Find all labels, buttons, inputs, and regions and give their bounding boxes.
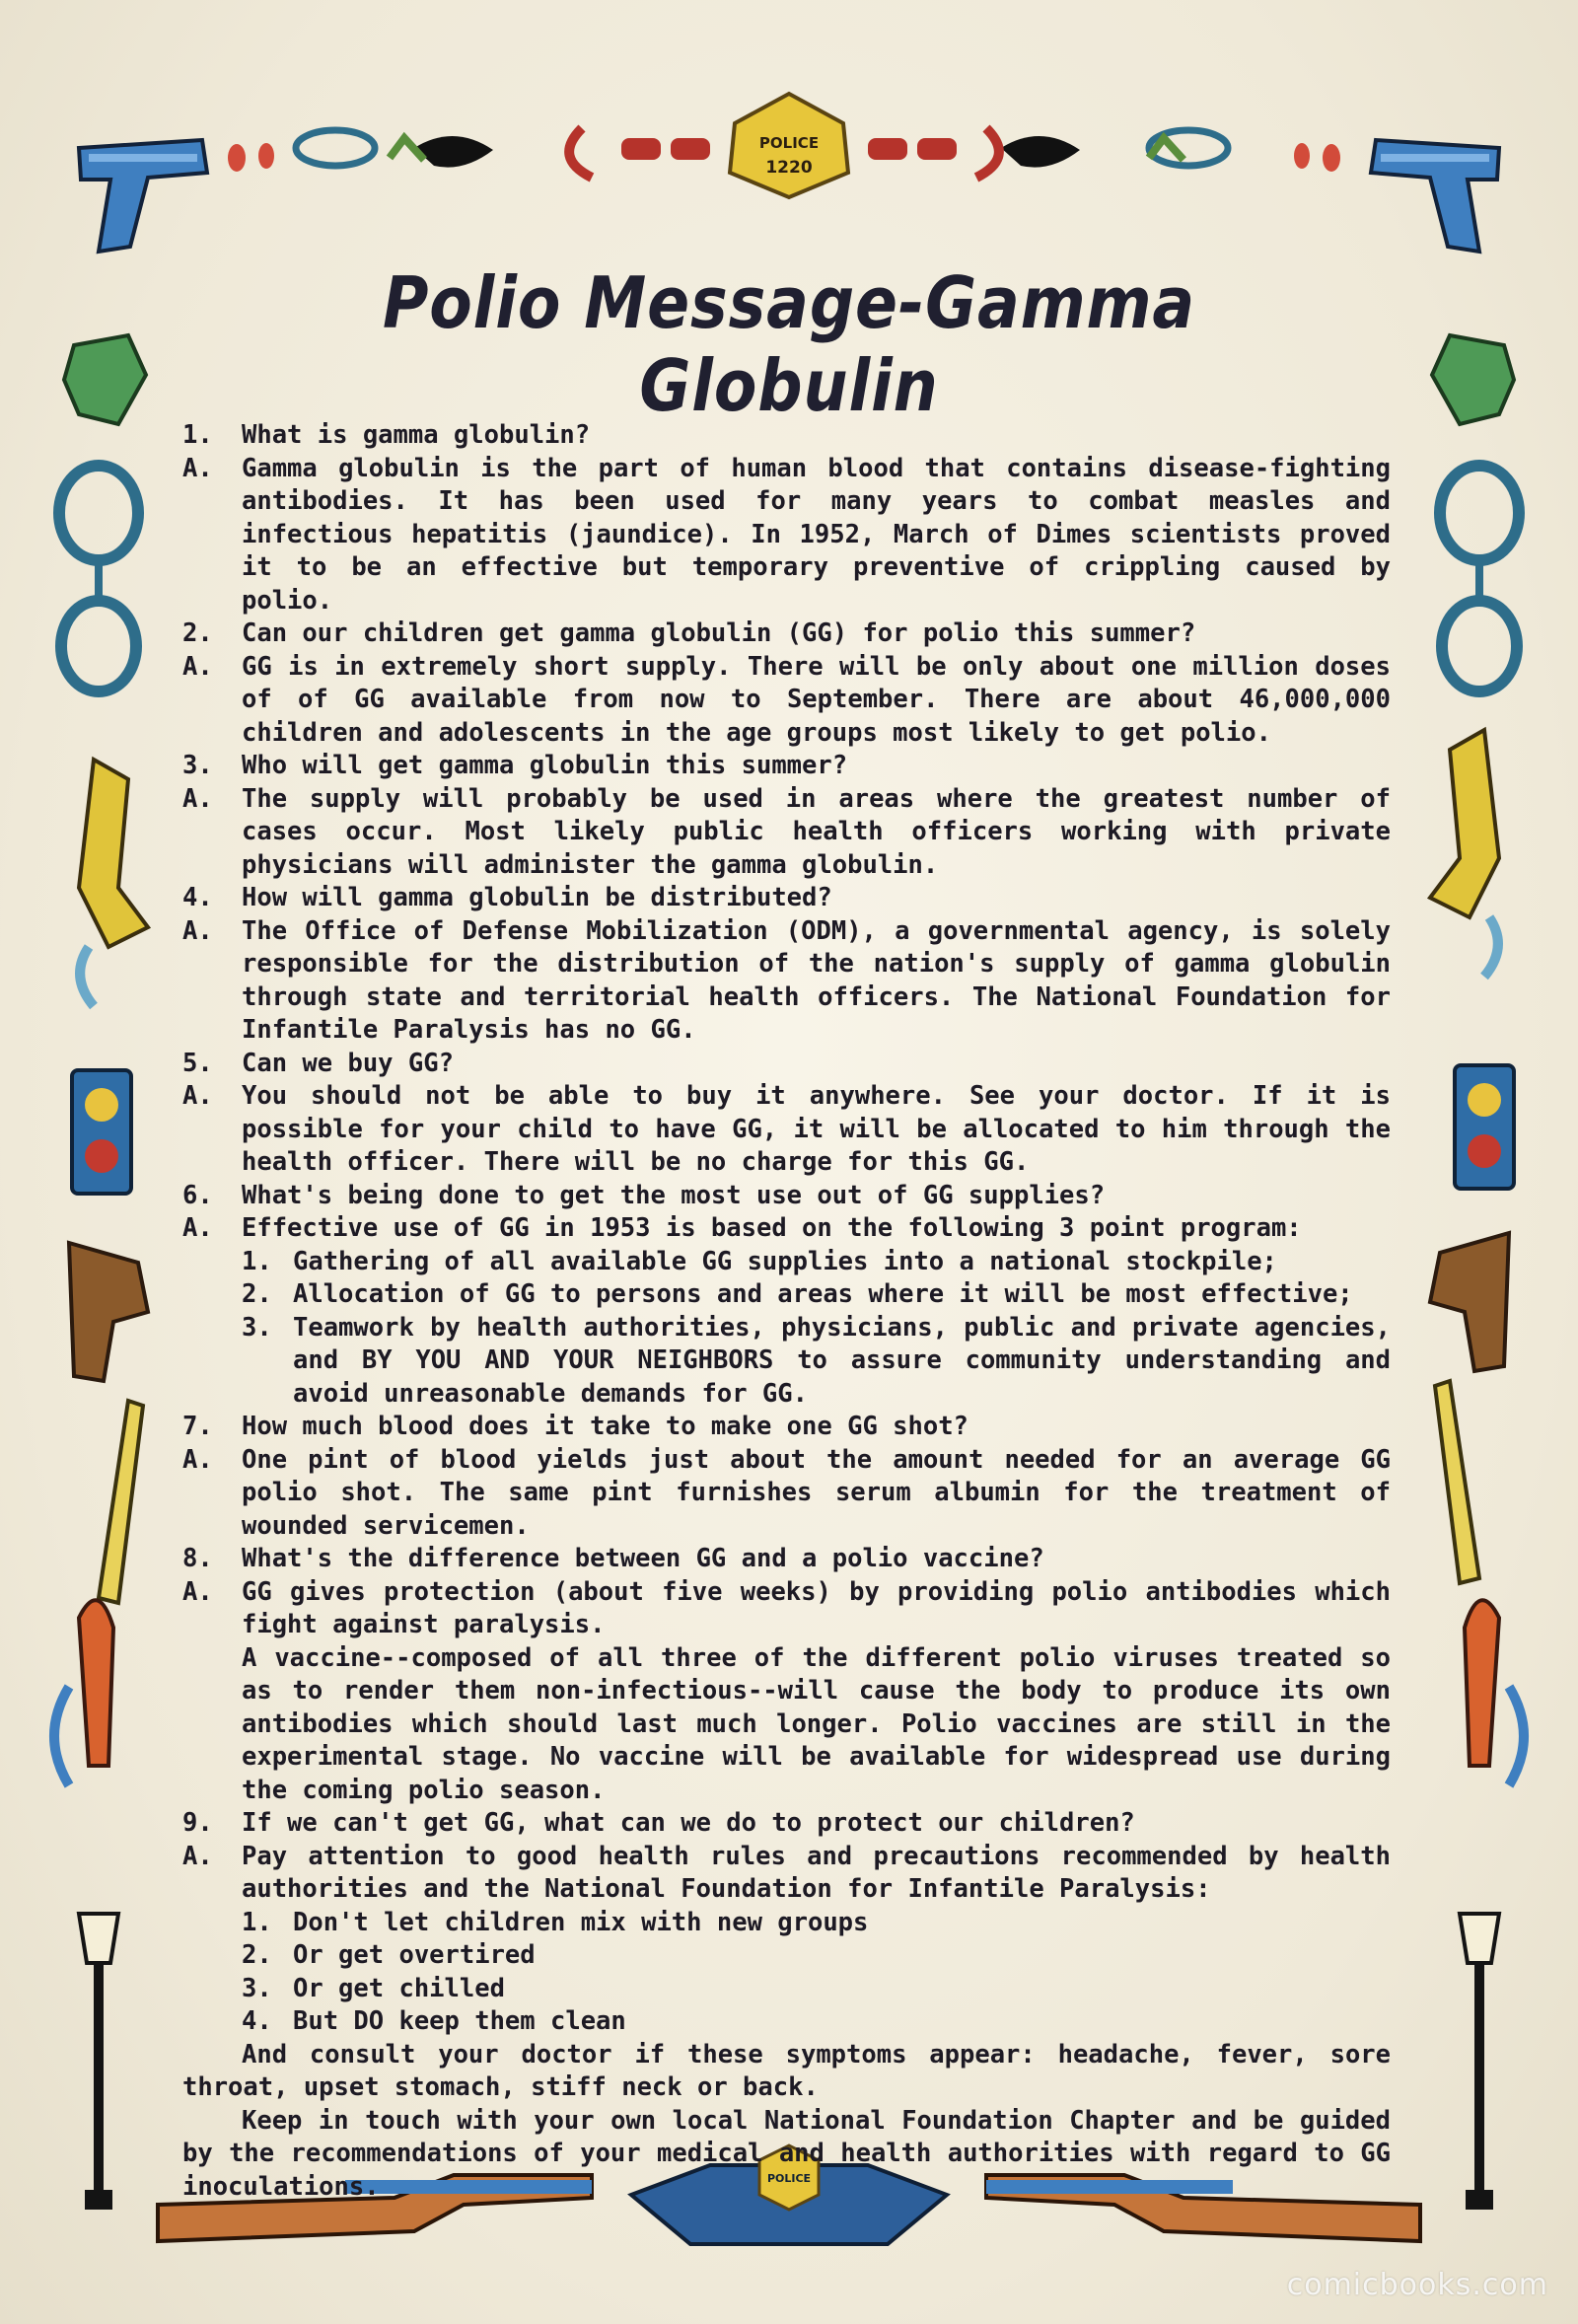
- pistol-icon: [1371, 140, 1499, 252]
- question-text: What's the difference between GG and a polio vaccine?: [242, 1544, 1044, 1573]
- question-row: [182, 1411, 1391, 1444]
- question-text: Can our children get gamma globulin (GG) for polio this summer?: [242, 618, 1196, 648]
- answer-marker: A.: [182, 1444, 213, 1475]
- answer-row: [182, 783, 1391, 883]
- list-number: 3.: [242, 1312, 272, 1343]
- qa-item: [182, 1543, 1391, 1807]
- answer-row: [182, 1841, 1391, 1907]
- shield-badge-icon: [1432, 335, 1514, 424]
- watermark: comicbooks.com: [1286, 2268, 1548, 2302]
- answer-row: [182, 651, 1391, 751]
- qa-item: [182, 750, 1391, 882]
- question-number: 9.: [182, 1808, 213, 1838]
- police-badge-icon: [730, 94, 848, 197]
- question-text: How will gamma globulin be distributed?: [242, 883, 832, 912]
- badge-number-text: 1220: [765, 158, 813, 178]
- answer-row: [182, 453, 1391, 618]
- list-number: 3.: [242, 1973, 272, 2003]
- answer-text: One pint of blood yields just about the amount needed for an average GG polio shot. The same pint furnishes serum albumin for the treatment of wounded servicemen.: [242, 1444, 1391, 1541]
- answer-row: [182, 915, 1391, 1048]
- answer-marker: A.: [182, 1841, 213, 1871]
- qa-item: [182, 419, 1391, 617]
- billy-club-icon: [54, 1401, 143, 1785]
- question-text: What is gamma globulin?: [242, 420, 591, 450]
- answer-list-item: [182, 1939, 1391, 1973]
- closing-paragraph: And consult your doctor if these symptoms appear: headache, fever, sore throat, upset stomach, stiff neck or back.: [182, 2039, 1391, 2102]
- answer-row: [182, 1212, 1391, 1246]
- street-lamp-icon: [1460, 1914, 1499, 2210]
- question-row: [182, 617, 1391, 651]
- answer-marker: A.: [182, 915, 213, 946]
- answer-list-item: [182, 1246, 1391, 1279]
- list-text: Don't let children mix with new groups: [293, 1907, 869, 1937]
- answer-text: Effective use of GG in 1953 is based on the following 3 point program:: [242, 1213, 1302, 1243]
- list-number: 1.: [242, 1907, 272, 1937]
- answer-marker: A.: [182, 1081, 213, 1111]
- closing-paragraph: Keep in touch with your own local National Foundation Chapter and be guided by the recommendations of your medical and health authorities with regard to GG inoculations.: [182, 2105, 1391, 2202]
- answer-marker: A.: [182, 453, 213, 483]
- list-number: 4.: [242, 2006, 272, 2036]
- question-row: [182, 750, 1391, 783]
- traffic-light-icon: [1455, 1065, 1514, 1189]
- list-text: Gathering of all available GG supplies into a national stockpile;: [293, 1246, 1277, 1276]
- pistol-icon: [69, 1243, 148, 1381]
- billy-club-icon: [1435, 1381, 1524, 1785]
- answer-list-item: [182, 2005, 1391, 2039]
- question-number: 2.: [182, 618, 213, 648]
- pistol-icon: [79, 140, 207, 252]
- answer-text: GG is in extremely short supply. There will be only about one million doses of of GG available from now to September. There are about 46,000,000 children and adolescents in the age groups most likely to get polio.: [242, 651, 1391, 748]
- question-row: [182, 1807, 1391, 1841]
- badge-top-text: POLICE: [758, 134, 820, 152]
- qa-item: [182, 1180, 1391, 1412]
- answer-text: The supply will probably be used in areas where the greatest number of cases occur. Most likely public health officers working with private physicians will administer the gamma globulin.: [242, 783, 1391, 880]
- answer-text: You should not be able to buy it anywhere. See your doctor. If it is possible for your child to have GG, it will be allocated to him through the health officer. There will be no charge for this GG.: [242, 1081, 1391, 1177]
- answer-text: GG gives protection (about five weeks) by providing polio antibodies which fight against paralysis.: [242, 1576, 1391, 1639]
- question-number: 6.: [182, 1180, 213, 1210]
- question-row: [182, 1048, 1391, 1081]
- traffic-light-icon: [72, 1070, 131, 1194]
- answer-paragraph: A vaccine--composed of all three of the different polio viruses treated so as to render them non-infectious--will cause the body to produce its own antibodies which should last much longer. Polio vaccines are still in the experimental stage. No vaccine will be available for widespread use during the coming polio season.: [242, 1642, 1391, 1805]
- list-number: 2.: [242, 1940, 272, 1970]
- answer-list-item: [182, 1907, 1391, 1940]
- question-row: [182, 882, 1391, 915]
- question-number: 8.: [182, 1544, 213, 1573]
- answer-text: Gamma globulin is the part of human blood that contains disease-fighting antibodies. It has been used for many years to combat measles and infectious hepatitis (jaundice). In 1952, March of Dimes scientists proved it to be an effective but temporary preventive of crippling caused by polio.: [242, 453, 1391, 616]
- qa-item: [182, 1048, 1391, 1180]
- revolver-icon: [1430, 730, 1499, 977]
- question-text: How much blood does it take to make one GG shot?: [242, 1412, 968, 1441]
- question-row: [182, 1180, 1391, 1213]
- qa-item: [182, 617, 1391, 750]
- qa-item: [182, 1807, 1391, 2204]
- handcuffs-icon: [1440, 466, 1519, 691]
- question-row: [182, 1543, 1391, 1576]
- cap-badge-text: POLICE: [766, 2172, 812, 2185]
- question-number: 7.: [182, 1412, 213, 1441]
- question-row: [182, 419, 1391, 453]
- answer-list-item: [182, 1278, 1391, 1312]
- answer-marker: A.: [182, 1213, 213, 1243]
- question-text: Can we buy GG?: [242, 1048, 454, 1078]
- page-title: Polio Message-Gamma Globulin: [382, 261, 1196, 427]
- list-text: Teamwork by health authorities, physicians, public and private agencies, and BY YOU AND YOUR NEIGHBORS to assure community understanding and avoid unreasonable demands for GG.: [293, 1312, 1391, 1409]
- answer-row: [182, 1444, 1391, 1544]
- question-number: 5.: [182, 1048, 213, 1078]
- question-text: If we can't get GG, what can we do to protect our children?: [242, 1808, 1135, 1838]
- list-number: 2.: [242, 1279, 272, 1309]
- question-number: 3.: [182, 751, 213, 780]
- answer-marker: A.: [182, 783, 213, 814]
- revolver-icon: [79, 760, 148, 1006]
- answer-marker: A.: [182, 651, 213, 682]
- shield-badge-icon: [64, 335, 146, 424]
- answer-text: Pay attention to good health rules and precautions recommended by health authorities and the National Foundation for Infantile Paralysis:: [242, 1841, 1391, 1904]
- answer-marker: A.: [182, 1576, 213, 1607]
- answer-list-item: [182, 1312, 1391, 1412]
- list-text: Or get chilled: [293, 1973, 505, 2003]
- question-number: 4.: [182, 883, 213, 912]
- pistol-icon: [1430, 1233, 1509, 1371]
- qa-item: [182, 1411, 1391, 1543]
- answer-list-item: [182, 1973, 1391, 2006]
- list-number: 1.: [242, 1246, 272, 1276]
- handcuffs-icon: [59, 466, 138, 691]
- list-text: But DO keep them clean: [293, 2006, 626, 2036]
- list-text: Or get overtired: [293, 1940, 536, 1970]
- question-text: What's being done to get the most use out of GG supplies?: [242, 1180, 1106, 1210]
- list-text: Allocation of GG to persons and areas where it will be most effective;: [293, 1279, 1353, 1309]
- answer-text: The Office of Defense Mobilization (ODM), a governmental agency, is solely responsible for the distribution of the nation's supply of gamma globulin through state and territorial health officers. The National Foundation for Infantile Paralysis has no GG.: [242, 915, 1391, 1045]
- answer-row: [182, 1080, 1391, 1180]
- question-text: Who will get gamma globulin this summer?: [242, 751, 848, 780]
- answer-row: [182, 1576, 1391, 1642]
- question-number: 1.: [182, 420, 213, 450]
- qa-list: [182, 419, 1391, 2204]
- qa-item: [182, 882, 1391, 1048]
- street-lamp-icon: [79, 1914, 118, 2210]
